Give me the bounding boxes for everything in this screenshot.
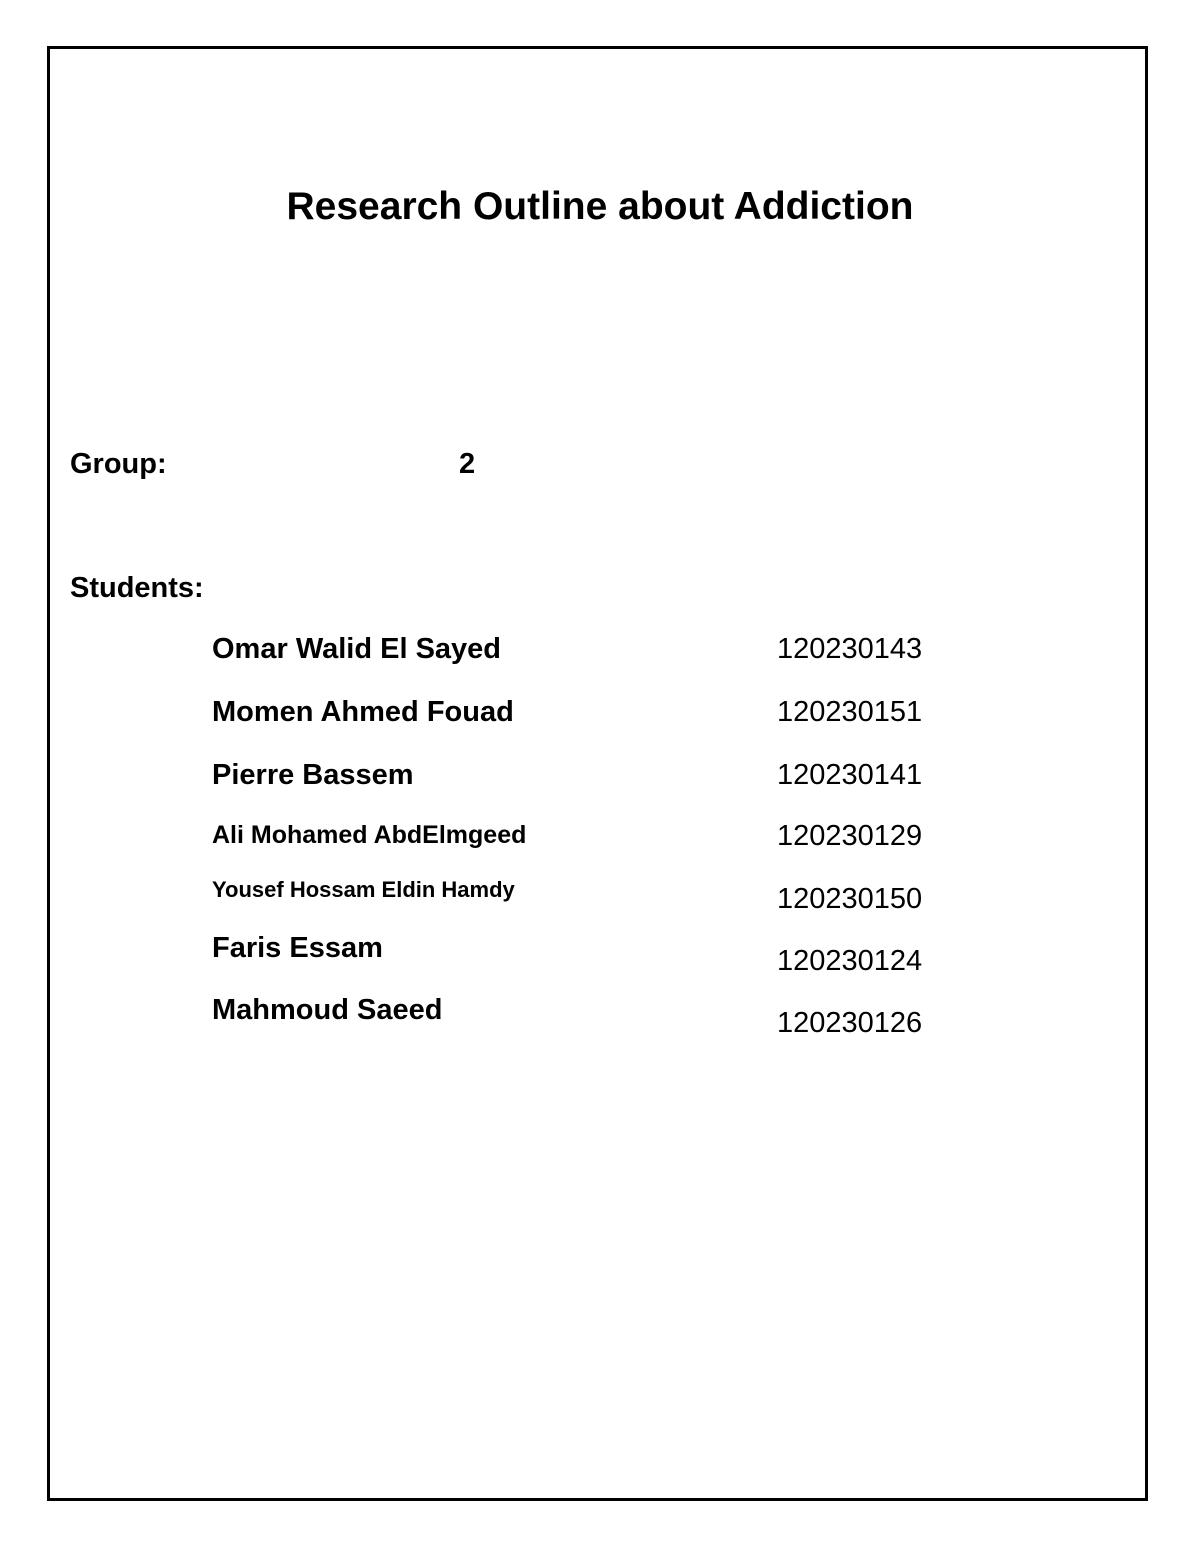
student-id: 120230143 — [777, 633, 923, 665]
student-name: Mahmoud Saeed — [212, 994, 443, 1026]
student-id: 120230129 — [777, 820, 923, 852]
student-name: Yousef Hossam Eldin Hamdy — [212, 877, 515, 902]
group-value: 2 — [459, 448, 476, 480]
student-name: Momen Ahmed Fouad — [212, 696, 514, 728]
student-id: 120230126 — [777, 1007, 923, 1039]
student-name: Omar Walid El Sayed — [212, 633, 502, 665]
student-id: 120230151 — [777, 696, 923, 728]
student-name: Ali Mohamed AbdElmgeed — [212, 821, 527, 849]
students-label: Students: — [70, 572, 204, 604]
student-name: Faris Essam — [212, 932, 383, 964]
student-name: Pierre Bassem — [212, 759, 414, 791]
group-label: Group: — [70, 448, 167, 480]
page-title: Research Outline about Addiction — [286, 185, 914, 228]
student-id: 120230124 — [777, 945, 923, 977]
student-id: 120230150 — [777, 883, 923, 915]
student-id: 120230141 — [777, 759, 923, 791]
